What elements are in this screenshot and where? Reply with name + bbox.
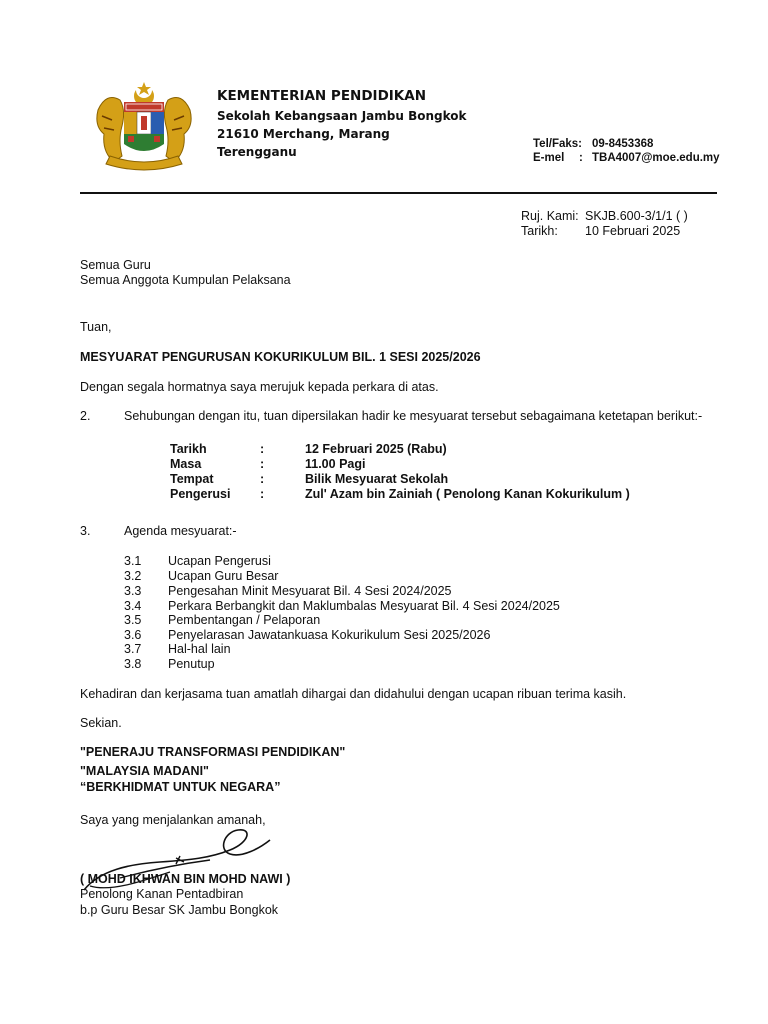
signatory-name: ( MOHD IKHWAN BIN MOHD NAWI ) <box>80 872 291 886</box>
coat-of-arms-icon <box>92 80 196 172</box>
agenda-item <box>124 569 278 583</box>
ruj-label: Ruj. Kami: <box>521 209 579 223</box>
signatory-on-behalf: b.p Guru Besar SK Jambu Bongkok <box>80 903 279 917</box>
header-divider <box>80 192 717 194</box>
salutation: Tuan, <box>80 320 112 334</box>
detail-value: Bilik Mesyuarat Sekolah <box>305 472 449 486</box>
para-2-text: Sehubungan dengan itu, tuan dipersilakan hadir ke mesyuarat tersebut sebagaimana ketetapan berikut:- <box>124 409 703 423</box>
tarikh-label: Tarikh: <box>521 224 558 238</box>
slogan: "MALAYSIA MADANI" <box>80 764 209 778</box>
tel-fax <box>533 138 653 150</box>
agenda-item <box>124 599 560 613</box>
ruj-value: SKJB.600-3/1/1 ( ) <box>585 209 688 223</box>
sign-off: Saya yang menjalankan amanah, <box>80 813 266 827</box>
school-name: Sekolah Kebangsaan Jambu Bongkok <box>217 109 467 123</box>
detail-row <box>170 457 365 471</box>
tarikh-value: 10 Februari 2025 <box>585 224 681 238</box>
para-3-number: 3. <box>80 524 91 538</box>
agenda-text: Hal-hal lain <box>168 642 231 656</box>
agenda-number: 3.3 <box>124 584 142 598</box>
detail-label: Pengerusi <box>170 487 231 501</box>
detail-value: Zul' Azam bin Zainiah ( Penolong Kanan Kokurikulum ) <box>305 487 630 501</box>
agenda-text: Pengesahan Minit Mesyuarat Bil. 4 Sesi 2024/2025 <box>168 584 452 598</box>
agenda-number: 3.7 <box>124 642 142 656</box>
tel-label: Tel/Faks: <box>533 138 582 150</box>
letter-subject: MESYUARAT PENGURUSAN KOKURIKULUM BIL. 1 SESI 2025/2026 <box>80 350 481 364</box>
agenda-item <box>124 613 320 627</box>
agenda-number: 3.1 <box>124 554 142 568</box>
reference-number <box>521 209 688 223</box>
ministry-name: KEMENTERIAN PENDIDIKAN <box>217 88 427 104</box>
email-colon: : <box>579 152 583 164</box>
sekian: Sekian. <box>80 716 122 730</box>
email-label: E-mel <box>533 152 565 164</box>
agenda-number: 3.8 <box>124 657 142 671</box>
detail-row <box>170 487 630 501</box>
agenda-number: 3.4 <box>124 599 142 613</box>
agenda-text: Pembentangan / Pelaporan <box>168 613 321 627</box>
detail-label: Masa <box>170 457 202 471</box>
para-2-number: 2. <box>80 409 91 423</box>
recipient-line: Semua Anggota Kumpulan Pelaksana <box>80 273 291 287</box>
agenda-item <box>124 554 271 568</box>
email-value[interactable]: TBA4007@moe.edu.my <box>592 152 720 164</box>
slogan: "PENERAJU TRANSFORMASI PENDIDIKAN" <box>80 745 346 759</box>
recipient-line: Semua Guru <box>80 258 151 272</box>
detail-value: 12 Februari 2025 (Rabu) <box>305 442 447 456</box>
detail-label: Tarikh <box>170 442 207 456</box>
para-3-text: Agenda mesyuarat:- <box>124 524 237 538</box>
agenda-text: Ucapan Pengerusi <box>168 554 271 568</box>
agenda-text: Penyelarasan Jawatankuasa Kokurikulum Sesi 2025/2026 <box>168 628 491 642</box>
agenda-text: Penutup <box>168 657 215 671</box>
detail-row <box>170 442 447 456</box>
agenda-number: 3.6 <box>124 628 142 642</box>
agenda-text: Perkara Berbangkit dan Maklumbalas Mesyuarat Bil. 4 Sesi 2024/2025 <box>168 599 560 613</box>
detail-colon: : <box>260 472 265 486</box>
agenda-item <box>124 642 231 656</box>
agenda-number: 3.2 <box>124 569 142 583</box>
reference-date <box>521 224 680 238</box>
agenda-item <box>124 657 215 671</box>
slogan: “BERKHIDMAT UNTUK NEGARA” <box>80 780 281 794</box>
address-line-1: 21610 Merchang, Marang <box>217 127 390 141</box>
intro-paragraph: Dengan segala hormatnya saya merujuk kepada perkara di atas. <box>80 380 439 394</box>
agenda-item <box>124 628 490 642</box>
detail-value: 11.00 Pagi <box>305 457 366 471</box>
address-line-2: Terengganu <box>217 145 297 159</box>
detail-colon: : <box>260 442 265 456</box>
signatory-title: Penolong Kanan Pentadbiran <box>80 887 244 901</box>
detail-row <box>170 472 448 486</box>
agenda-text: Ucapan Guru Besar <box>168 569 279 583</box>
agenda-number: 3.5 <box>124 613 142 627</box>
agenda-item <box>124 584 452 598</box>
tel-value: 09-8453368 <box>592 138 654 150</box>
detail-colon: : <box>260 457 265 471</box>
detail-label: Tempat <box>170 472 214 486</box>
detail-colon: : <box>260 487 265 501</box>
email <box>533 152 720 164</box>
closing-paragraph: Kehadiran dan kerjasama tuan amatlah dihargai dan didahului dengan ucapan ribuan terima kasih. <box>80 687 627 701</box>
